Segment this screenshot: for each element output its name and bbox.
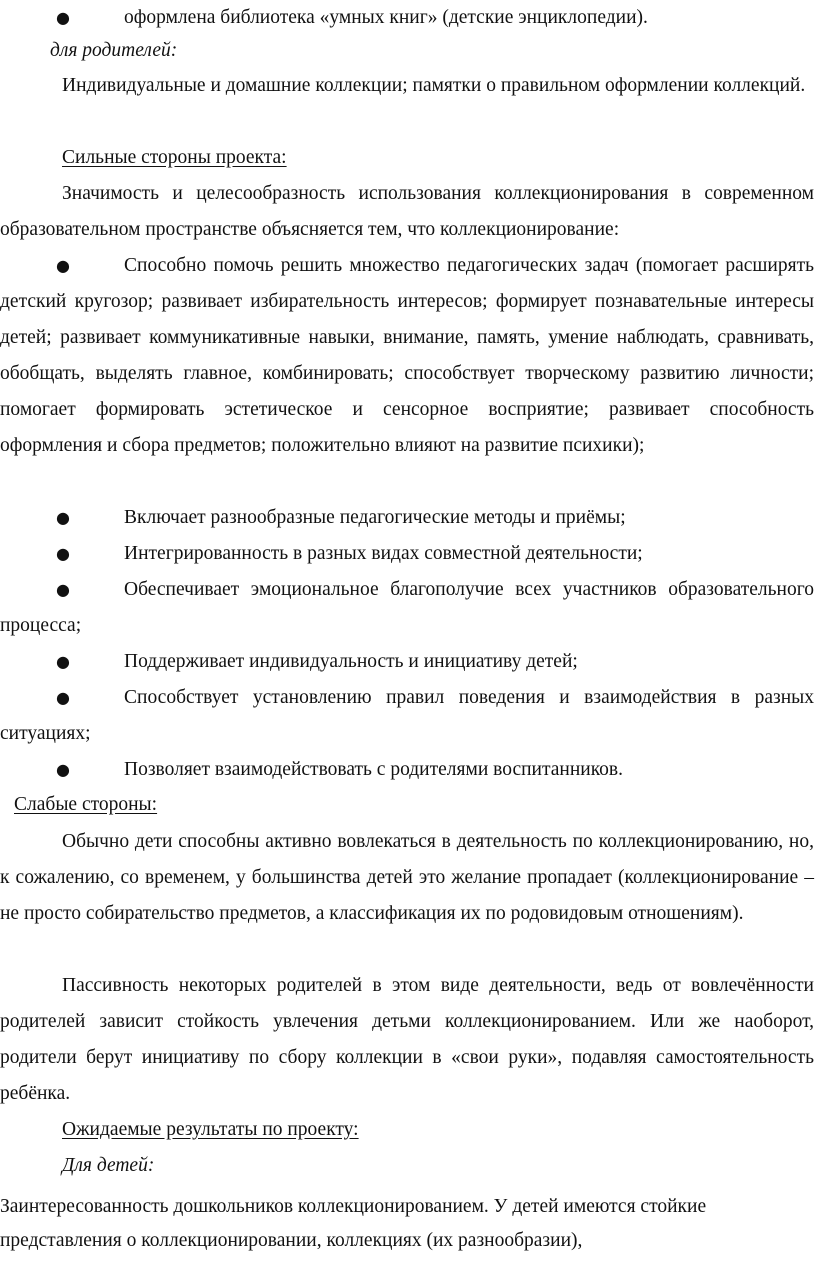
strengths-heading-text: Сильные стороны проекта:	[62, 147, 287, 168]
strengths-item-2	[0, 500, 814, 536]
strengths-item-3	[0, 536, 814, 572]
bullet-text: Способно помочь решить множество педагогических задач (помогает расширять детский кругозор; развивает избирательность интересов; формирует познавательные интересы детей; развивает коммуникативные навыки, внимание, память, умение наблюдать, сравнивать, обобщать, выделять главное, комбинировать; способствует творческому развитию личности; помогает формировать эстетическое и сенсорное восприятие; развивает способность оформления и сбора предметов; положительно влияют на развитие психики);	[0, 255, 814, 456]
bullet-icon: ●	[56, 652, 70, 671]
strengths-item-7	[0, 752, 814, 788]
weaknesses-heading-text: Слабые стороны:	[14, 794, 158, 815]
children-paragraph: Заинтересованность дошкольников коллекционированием. У детей имеются стойкие представления о коллекционировании, коллекциях (их разнообразии),	[0, 1196, 707, 1251]
strengths-item-5	[0, 644, 814, 680]
bullet-text: оформлена библиотека «умных книг» (детские энциклопедии).	[124, 7, 648, 28]
bullet-icon: ●	[56, 256, 70, 275]
bullet-item-library	[0, 0, 814, 36]
strengths-item-4	[0, 572, 814, 644]
results-heading	[0, 1112, 814, 1148]
strengths-intro-paragraph: Значимость и целесообразность использования коллекционирования в современном образовательном пространстве объясняется тем, что коллекционирование:	[0, 183, 814, 240]
bullet-icon: ●	[56, 8, 70, 27]
parents-paragraph: Индивидуальные и домашние коллекции; памятки о правильном оформлении коллекций.	[62, 75, 806, 96]
bullet-text: Интегрированность в разных видах совместной деятельности;	[124, 543, 643, 564]
weaknesses-paragraph-2: Пассивность некоторых родителей в этом виде деятельности, ведь от вовлечённости родителей зависит стойкость увлечения детьми коллекционированием. Или же наоборот, родители берут инициативу по сбору коллекции в «свои руки», подавляя самостоятельность ребёнка.	[0, 975, 814, 1104]
for-parents-heading: для родителей:	[50, 40, 178, 61]
results-heading-text: Ожидаемые результаты по проекту:	[62, 1119, 359, 1140]
bullet-icon: ●	[56, 544, 70, 563]
bullet-text: Обеспечивает эмоциональное благополучие всех участников образовательного процесса;	[0, 579, 814, 636]
for-children-heading: Для детей:	[62, 1155, 155, 1176]
weaknesses-heading	[0, 787, 814, 823]
strengths-item-6	[0, 680, 814, 752]
weaknesses-paragraph-1: Обычно дети способны активно вовлекаться в деятельность по коллекционированию, но, к сожалению, со временем, у большинства детей это желание пропадает (коллекционирование – не просто собирательство предметов, а классификация их по родовидовым отношениям).	[0, 831, 814, 924]
strengths-item-1	[0, 248, 814, 464]
bullet-icon: ●	[56, 688, 70, 707]
bullet-text: Позволяет взаимодействовать с родителями воспитанников.	[124, 759, 624, 780]
bullet-text: Включает разнообразные педагогические методы и приёмы;	[124, 507, 626, 528]
bullet-icon: ●	[56, 580, 70, 599]
bullet-icon: ●	[56, 508, 70, 527]
bullet-text: Поддерживает индивидуальность и инициативу детей;	[124, 651, 578, 672]
bullet-text: Способствует установлению правил поведения и взаимодействия в разных ситуациях;	[0, 687, 814, 744]
strengths-heading	[0, 140, 814, 176]
bullet-icon: ●	[56, 760, 70, 779]
